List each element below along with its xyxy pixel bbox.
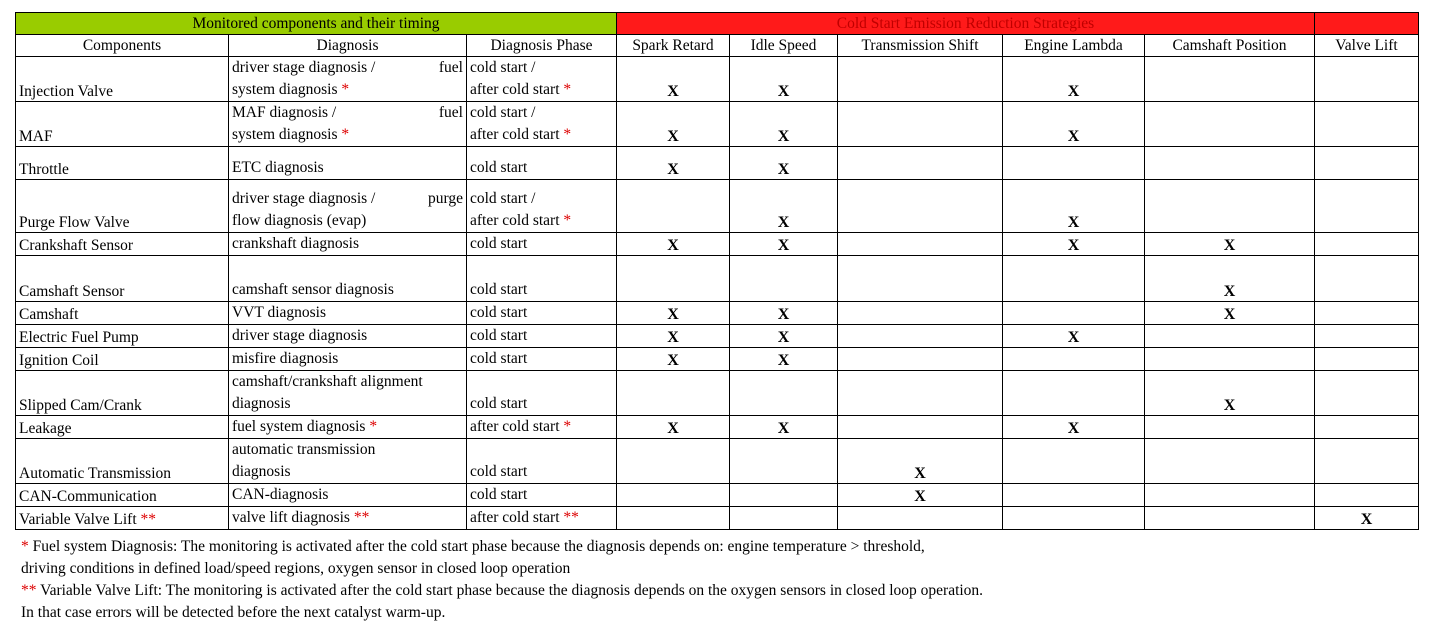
strategy-mark-cell [1315, 325, 1419, 348]
phase-cell: cold start / after cold start * [467, 102, 617, 147]
strategy-mark-cell: X [730, 147, 838, 180]
strategy-mark-cell [1315, 348, 1419, 371]
strategy-mark-cell [1145, 102, 1315, 147]
col-phase: Diagnosis Phase [467, 35, 617, 57]
footnote-2-line-1: ** Variable Valve Lift: The monitoring is activated after the cold start phase because the diagnosis depends on the oxygen sensors in closed loop operation. [21, 582, 984, 599]
phase-cell: cold start / after cold start * [467, 57, 617, 102]
diagnosis-cell: fuel system diagnosis * [229, 416, 467, 439]
phase-cell: cold start [467, 439, 617, 484]
col-idle-speed: Idle Speed [730, 35, 838, 57]
strategy-mark-cell [838, 371, 1003, 416]
cold-start-strategies-header: Cold Start Emission Reduction Strategies [617, 13, 1315, 35]
strategy-mark-cell [1145, 507, 1315, 530]
phase-cell: after cold start * [467, 416, 617, 439]
strategy-mark-cell [730, 256, 838, 302]
strategy-mark-cell: X [1003, 233, 1145, 256]
strategy-mark-cell: X [730, 57, 838, 102]
strategy-mark-cell [1003, 439, 1145, 484]
strategy-mark-cell: X [617, 147, 730, 180]
col-diagnosis: Diagnosis [229, 35, 467, 57]
strategy-mark-cell [1145, 180, 1315, 233]
col-spark-retard: Spark Retard [617, 35, 730, 57]
strategy-mark-cell: X [617, 57, 730, 102]
strategy-mark-cell [1315, 147, 1419, 180]
strategy-mark-cell [838, 416, 1003, 439]
strategy-mark-cell: X [617, 325, 730, 348]
strategy-mark-cell: X [1003, 180, 1145, 233]
component-cell: Injection Valve [16, 57, 229, 102]
strategy-mark-cell: X [617, 233, 730, 256]
component-cell: CAN-Communication [16, 484, 229, 507]
table-row [16, 439, 1419, 484]
strategy-mark-cell [1315, 302, 1419, 325]
diagnosis-cell: camshaft/crankshaft alignment diagnosis [229, 371, 467, 416]
diagnosis-cell: crankshaft diagnosis [229, 233, 467, 256]
phase-cell: cold start [467, 233, 617, 256]
strategy-mark-cell [617, 484, 730, 507]
strategy-mark-cell: X [730, 416, 838, 439]
strategy-mark-cell [1145, 325, 1315, 348]
component-cell: Throttle [16, 147, 229, 180]
phase-cell: cold start [467, 325, 617, 348]
strategy-mark-cell [1315, 102, 1419, 147]
table-row [16, 102, 1419, 147]
diagnosis-cell: ETC diagnosis [229, 147, 467, 180]
strategy-mark-cell: X [730, 180, 838, 233]
col-camshaft-position: Camshaft Position [1145, 35, 1315, 57]
table-row [16, 484, 1419, 507]
strategy-mark-cell: X [838, 439, 1003, 484]
strategy-mark-cell [838, 102, 1003, 147]
diagnosis-cell: driver stage diagnosis [229, 325, 467, 348]
diagnosis-cell: MAF diagnosis / fuel system diagnosis * [229, 102, 467, 147]
strategy-mark-cell [838, 147, 1003, 180]
strategy-mark-cell: X [1315, 507, 1419, 530]
strategy-mark-cell: X [730, 233, 838, 256]
strategy-mark-cell [730, 484, 838, 507]
strategy-mark-cell [1003, 256, 1145, 302]
strategy-mark-cell [1145, 484, 1315, 507]
strategy-mark-cell [1003, 371, 1145, 416]
diagnosis-cell: automatic transmission diagnosis [229, 439, 467, 484]
strategy-mark-cell: X [617, 416, 730, 439]
strategy-mark-cell: X [730, 348, 838, 371]
component-cell: MAF [16, 102, 229, 147]
strategy-mark-cell [1003, 302, 1145, 325]
col-transmission-shift: Transmission Shift [838, 35, 1003, 57]
strategy-mark-cell [1145, 439, 1315, 484]
strategy-mark-cell [617, 371, 730, 416]
component-cell: Crankshaft Sensor [16, 233, 229, 256]
table-row [16, 57, 1419, 102]
strategy-mark-cell [1315, 484, 1419, 507]
strategy-mark-cell [617, 256, 730, 302]
table-row [16, 325, 1419, 348]
phase-cell: cold start [467, 147, 617, 180]
strategy-mark-cell: X [730, 102, 838, 147]
component-cell: Camshaft [16, 302, 229, 325]
component-cell: Leakage [16, 416, 229, 439]
diagnosis-cell: CAN-diagnosis [229, 484, 467, 507]
strategy-mark-cell: X [1003, 102, 1145, 147]
strategy-mark-cell: X [617, 348, 730, 371]
component-cell: Ignition Coil [16, 348, 229, 371]
strategy-mark-cell [1315, 416, 1419, 439]
phase-cell: cold start [467, 371, 617, 416]
strategy-mark-cell [1315, 57, 1419, 102]
strategy-mark-cell: X [730, 325, 838, 348]
table-row [16, 371, 1419, 416]
footnote-1-marker: * [21, 538, 29, 555]
strategy-mark-cell: X [1003, 416, 1145, 439]
phase-cell: after cold start ** [467, 507, 617, 530]
table-row [16, 507, 1419, 530]
strategy-mark-cell: X [1003, 57, 1145, 102]
phase-cell: cold start / after cold start * [467, 180, 617, 233]
phase-cell: cold start [467, 348, 617, 371]
strategy-mark-cell [1003, 147, 1145, 180]
strategy-mark-cell [1315, 233, 1419, 256]
diagnosis-cell: driver stage diagnosis / purge flow diagnosis (evap) [229, 180, 467, 233]
strategy-mark-cell [617, 180, 730, 233]
strategy-mark-cell [617, 507, 730, 530]
strategy-mark-cell [730, 507, 838, 530]
strategy-mark-cell [1145, 416, 1315, 439]
col-valve-lift: Valve Lift [1315, 35, 1419, 57]
strategy-mark-cell [617, 439, 730, 484]
footnote-2-marker: ** [21, 582, 37, 599]
table-row [16, 302, 1419, 325]
strategy-mark-cell [1003, 484, 1145, 507]
strategy-mark-cell [1315, 439, 1419, 484]
strategy-mark-cell [838, 57, 1003, 102]
strategy-mark-cell [838, 348, 1003, 371]
footnotes [21, 536, 983, 624]
strategy-mark-cell [1315, 371, 1419, 416]
strategy-mark-cell [838, 256, 1003, 302]
strategy-mark-cell [838, 325, 1003, 348]
component-cell: Variable Valve Lift ** [16, 507, 229, 530]
table-row [16, 416, 1419, 439]
strategy-mark-cell [1003, 507, 1145, 530]
strategy-mark-cell: X [1003, 325, 1145, 348]
footnote-2-line-2: In that case errors will be detected before the next catalyst warm-up. [21, 604, 446, 621]
strategy-mark-cell [1315, 180, 1419, 233]
monitoring-table [15, 12, 1419, 530]
component-cell: Purge Flow Valve [16, 180, 229, 233]
diagnosis-cell: valve lift diagnosis ** [229, 507, 467, 530]
footnote-1-line-1: * Fuel system Diagnosis: The monitoring is activated after the cold start phase because the diagnosis depends on: engine temperature > threshold, [21, 538, 925, 555]
strategy-mark-cell [1315, 256, 1419, 302]
strategy-mark-cell [1003, 348, 1145, 371]
strategy-mark-cell: X [1145, 302, 1315, 325]
component-cell: Automatic Transmission [16, 439, 229, 484]
strategy-mark-cell [838, 233, 1003, 256]
monitored-components-header: Monitored components and their timing [16, 13, 617, 35]
strategy-mark-cell [1145, 348, 1315, 371]
strategy-mark-cell: X [838, 484, 1003, 507]
component-cell: Slipped Cam/Crank [16, 371, 229, 416]
col-engine-lambda: Engine Lambda [1003, 35, 1145, 57]
strategy-mark-cell: X [730, 302, 838, 325]
strategy-mark-cell [1145, 57, 1315, 102]
strategy-mark-cell [1145, 147, 1315, 180]
table-row [16, 147, 1419, 180]
footnote-1-line-2: driving conditions in defined load/speed regions, oxygen sensor in closed loop operation [21, 560, 571, 577]
phase-cell: cold start [467, 484, 617, 507]
diagnosis-cell: misfire diagnosis [229, 348, 467, 371]
phase-cell: cold start [467, 302, 617, 325]
strategy-mark-cell [838, 507, 1003, 530]
strategy-mark-cell: X [617, 102, 730, 147]
diagnosis-cell: VVT diagnosis [229, 302, 467, 325]
strategy-mark-cell [730, 371, 838, 416]
phase-cell: cold start [467, 256, 617, 302]
red-header-filler [1315, 13, 1419, 35]
strategy-mark-cell: X [1145, 371, 1315, 416]
table-row [16, 348, 1419, 371]
table-row [16, 256, 1419, 302]
strategy-mark-cell [730, 439, 838, 484]
component-cell: Camshaft Sensor [16, 256, 229, 302]
table-row [16, 233, 1419, 256]
diagnosis-cell: camshaft sensor diagnosis [229, 256, 467, 302]
diagnosis-cell: driver stage diagnosis / fuel system diagnosis * [229, 57, 467, 102]
strategy-mark-cell: X [617, 302, 730, 325]
strategy-mark-cell [838, 302, 1003, 325]
table-body [16, 57, 1419, 530]
table-row [16, 180, 1419, 233]
col-components: Components [16, 35, 229, 57]
component-cell: Electric Fuel Pump [16, 325, 229, 348]
strategy-mark-cell: X [1145, 233, 1315, 256]
strategy-mark-cell: X [1145, 256, 1315, 302]
strategy-mark-cell [838, 180, 1003, 233]
